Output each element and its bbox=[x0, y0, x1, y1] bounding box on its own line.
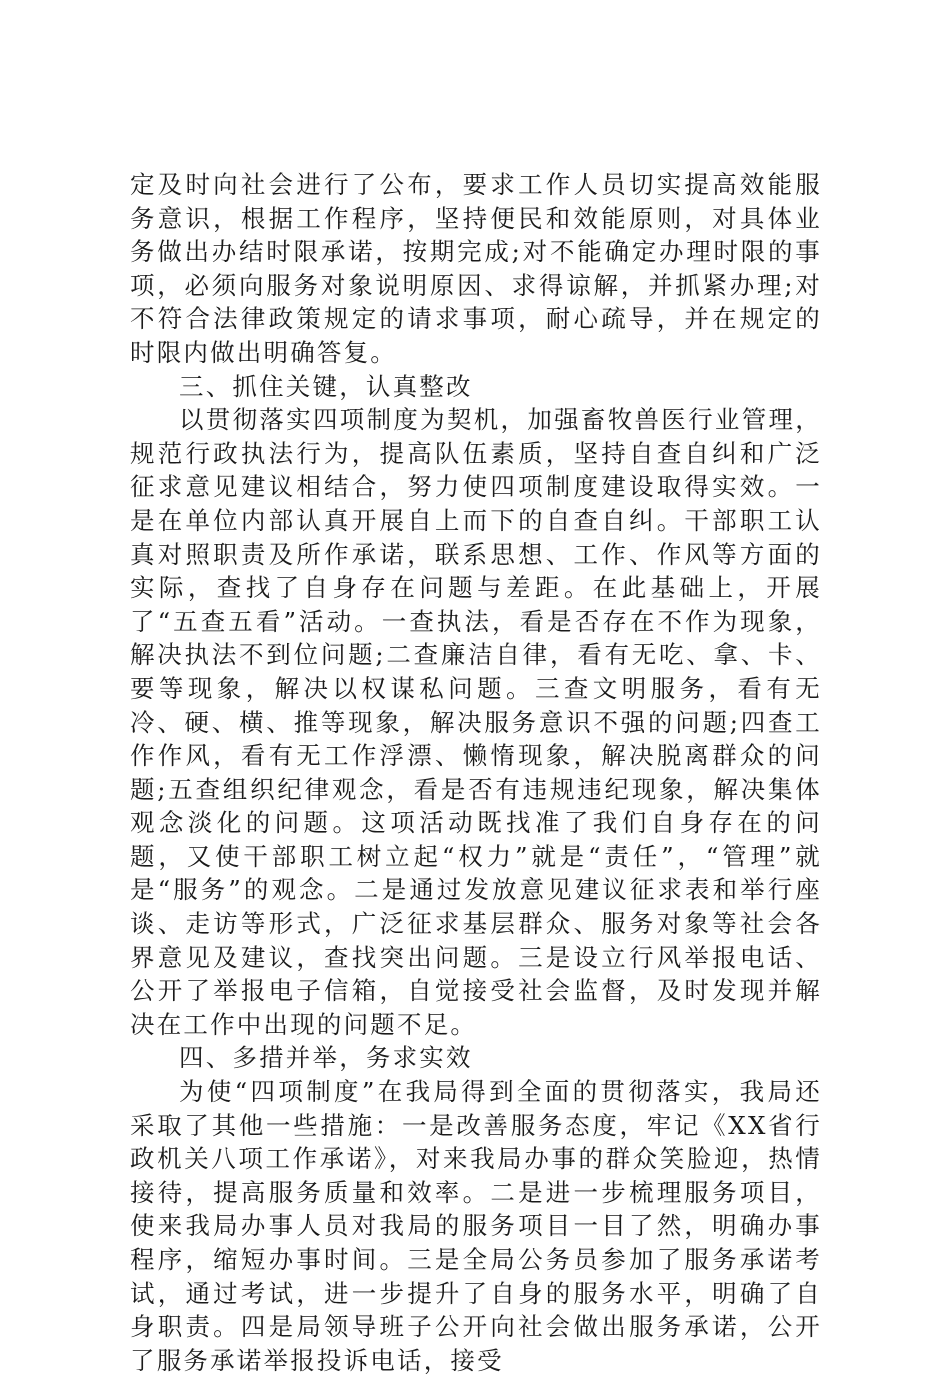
section-heading-4: 四、多措并举，务求实效 bbox=[179, 1043, 473, 1073]
paragraph-service-commitment: 定及时向社会进行了公布，要求工作人员切实提高效能服务意识，根据工作程序，坚持便民和效能原则，对具体业务做出办结时限承诺，按期完成;对不能确定办理时限的事项，必须向服务对象说明原因、求得谅解，并抓紧办理;对不符合法律政策规定的请求事项，耐心疏导，并在规定的时限内做出明确答复。 bbox=[130, 170, 822, 367]
document-page bbox=[130, 168, 822, 1377]
paragraph-measures: 为使“四项制度”在我局得到全面的贯彻落实，我局还采取了其他一些措施：一是改善服务态度，牢记《XX省行政机关八项工作承诺》，对来我局办事的群众笑脸迎，热情接待，提高服务质量和效率。二是进一步梳理服务项目，使来我局办事人员对我局的服务项目一目了然，明确办事程序，缩短办事时间。三是全局公务员参加了服务承诺考试，通过考试，进一步提升了自身的服务水平，明确了自身职责。四是局领导班子公开向社会做出服务承诺，公开了服务承诺举报投诉电话，接受 bbox=[130, 1077, 822, 1375]
paragraph-rectification: 以贯彻落实四项制度为契机，加强畜牧兽医行业管理，规范行政执法行为，提高队伍素质，坚持自查自纠和广泛征求意见建议相结合，努力使四项制度建设取得实效。一是在单位内部认真开展自上而下的自查自纠。干部职工认真对照职责及所作承诺，联系思想、工作、作风等方面的实际，查找了自身存在问题与差距。在此基础上，开展了“五查五看”活动。一查执法，看是否存在不作为现象，解决执法不到位问题;二查廉洁自律，看有无吃、拿、卡、要等现象，解决以权谋私问题。三查文明服务，看有无冷、硬、横、推等现象，解决服务意识不强的问题;四查工作作风，看有无工作浮漂、懒惰现象，解决脱离群众的问题;五查组织纪律观念，看是否有违规违纪现象，解决集体观念淡化的问题。这项活动既找准了我们自身存在的问题，又使干部职工树立起“权力”就是“责任”，“管理”就是“服务”的观念。二是通过发放意见建议征求表和举行座谈、走访等形式，广泛征求基层群众、服务对象等社会各界意见及建议，查找突出问题。三是设立行风举报电话、公开了举报电子信箱，自觉接受社会监督，及时发现并解决在工作中出现的问题不足。 bbox=[130, 405, 822, 1039]
section-heading-3: 三、抓住关键，认真整改 bbox=[179, 371, 473, 401]
